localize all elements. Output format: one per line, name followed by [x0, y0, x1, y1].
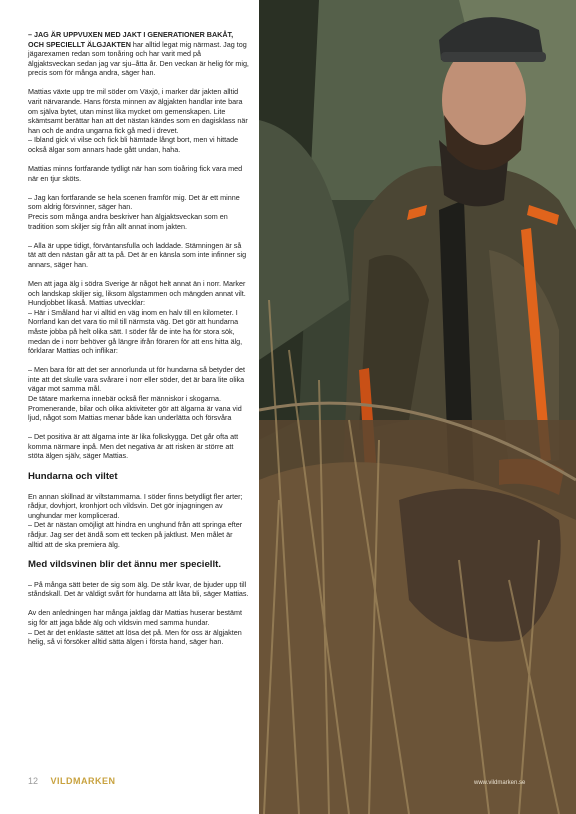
article-column: [28, 30, 249, 656]
paragraph: [28, 30, 249, 78]
page-number: 12: [28, 776, 39, 786]
page-footer: [28, 776, 116, 786]
paragraph: Av den anledningen har många jaktlag där Mattias huserar bestämt sig för att jaga både älg och vildsvin med samma hundar. – Det är det enklaste sättet att lösa det på. Men för oss är älgjakten helig, så vi försöker alltid sätta älgen i första hand, säger han.: [28, 608, 243, 647]
lead-in-caps: – JAG ÄR UPPVUXEN MED JAKT I GENERATIONER BAKÅT, OCH SPECIELLT ÄLGJAKTEN: [28, 30, 234, 49]
paragraph: – På många sätt beter de sig som älg. De står kvar, de bjuder upp till ståndskall. Det är väldigt svårt för hundarna att låta bli, säger Mattias.: [28, 579, 249, 599]
paragraph: En annan skillnad är viltstammarna. I söder finns betydligt fler arter; rådjur, dovhjort, kronhjort och vildsvin. Det gör injagningen av unghundar mer komplicerad. – Det är nästan omöjligt att hindra en unghund från att springa efter rådjur. Jag ser det ändå som ett tecken på jaktlust. Men målet är alltid att de ska premiera älg.: [28, 491, 243, 549]
subheading: Med vildsvinen blir det ännu mer speciellt.: [28, 558, 221, 570]
hunter-photo: [259, 0, 576, 814]
paragraph: – Jag kan fortfarande se hela scenen framför mig. Det är ett minne som aldrig försvinner, säger han. Precis som många andra beskriver han älgjaktsveckan som en tradition som skiljer sig från allt annat inom jakten.: [28, 192, 240, 231]
paragraph: Men att jaga älg i södra Sverige är något helt annat än i norr. Marker och landskap skiljer sig, liksom älgstammen och mängden annat vilt. Hundjobbet likaså. Mattias utvecklar: – Här i Småland har vi alltid en väg inom en halv till en kilometer. I Norrland kan det vara tio mil till närmsta väg. Det gör att hundarna måste jobba på helt olika sätt. I söder får de inte ha för stora sök, medan de i norr behöver gå längre ifrån föraren för att ens hitta älg, förklarar Mattias och inflikar:: [28, 278, 246, 356]
website-url: www.vildmarken.se: [474, 780, 526, 786]
magazine-name: VILDMARKEN: [50, 776, 116, 786]
paragraph: – Men bara för att det ser annorlunda ut för hundarna så betyder det inte att det skulle vara svårare i norr eller söder, det är bara lite olika vägar mot samma mål. De tätare markerna innebär också fler människor i skogarna. Promenerande, bilar och olika aktiviteter gör att älgarna är vana vid ljud, något som Mattias menar både kan underlätta och försvåra: [28, 365, 245, 423]
photo-illustration: [259, 0, 576, 814]
paragraph: Mattias växte upp tre mil söder om Växjö, i marker där jakten alltid varit närvarande. Hans första minnen av älgjakten handlar inte bara om själva bytet, utan minst lika mycket om gemenskapen. Lite skämtsamt berättar han att det nästan kändes som en dagisklass när han och de andra ungarna fick gå med i drevet. – Ibland gick vi vilse och fick bli hämtade långt bort, men vi hittade också älgar som annars hade gått undan, haha.: [28, 87, 248, 155]
paragraph: Mattias minns fortfarande tydligt när han som tioåring fick vara med när en tjur sköts.: [28, 164, 243, 183]
paragraph: – Alla är uppe tidigt, förväntansfulla och laddade. Stämningen är så tät att den nästan går att ta på. Det är en känsla som inte infinner sig annars, säger han.: [28, 240, 247, 269]
subheading: Hundarna och viltet: [28, 470, 118, 482]
lead-in-rest: har alltid legat mig närmast. Jag tog jägarexamen redan som tonåring och har varit med på älgjaktsveckan sedan jag var sju–åtta år. Den veckan är helig för mig, precis som för många andra, säger han.: [28, 39, 249, 78]
paragraph: – Det positiva är att älgarna inte är lika folkskygga. Det går ofta att komma närmare inpå. Men det negativa är att risken är större att stöta älgen själv, säger Mattias.: [28, 432, 239, 461]
